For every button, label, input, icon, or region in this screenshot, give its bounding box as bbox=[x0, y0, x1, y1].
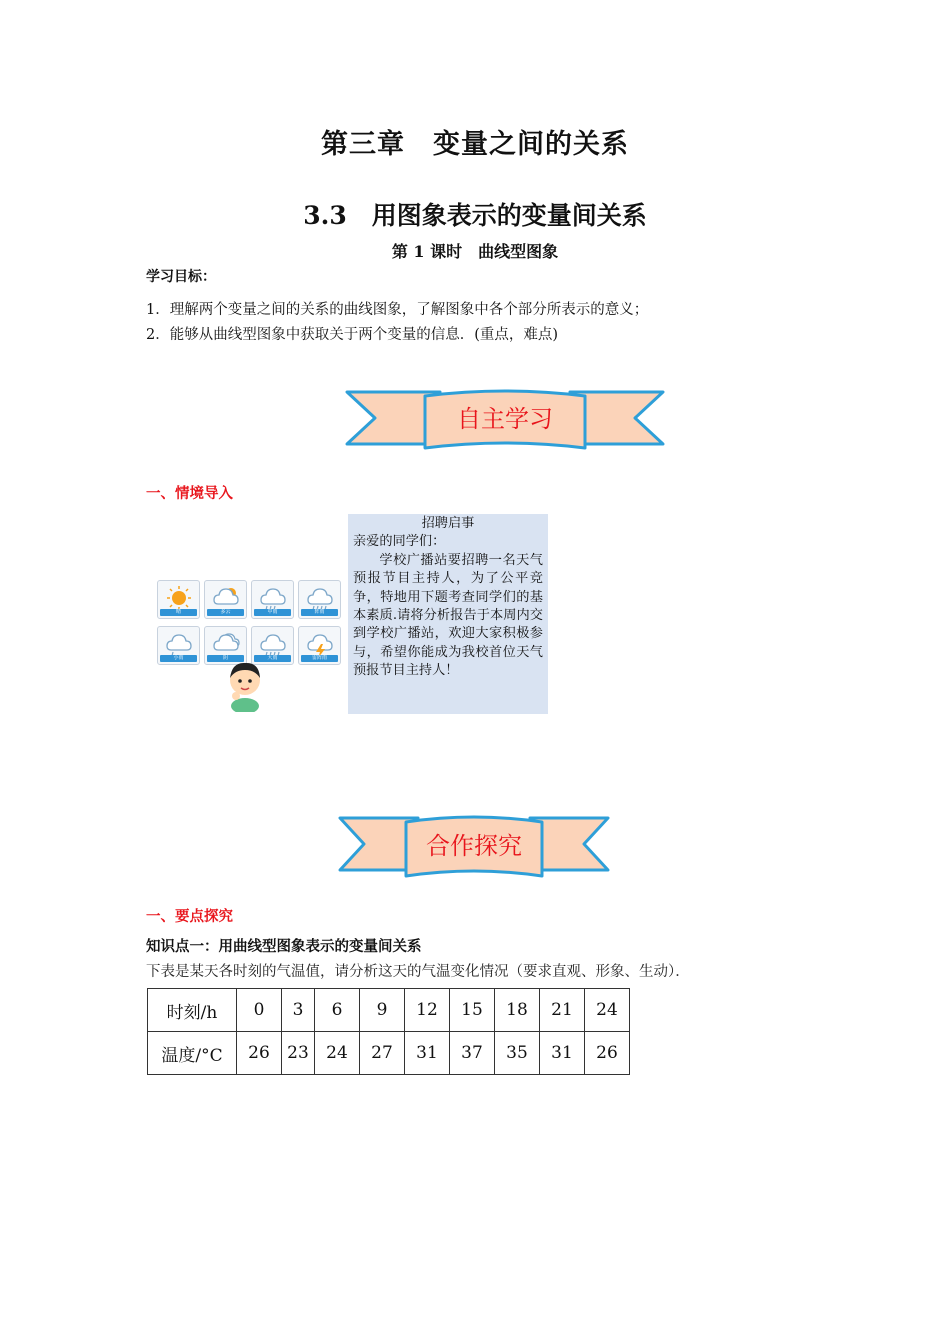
table-row-temp bbox=[148, 1032, 630, 1075]
cooperative-label: 合作探究 bbox=[426, 832, 522, 860]
rain-icon bbox=[251, 580, 294, 619]
time-cell: 6 bbox=[315, 989, 360, 1032]
goal-item-1: 1．理解两个变量之间的关系的曲线图象，了解图象中各个部分所表示的意义； bbox=[146, 302, 649, 318]
weather-icon-label: 雷阵雨 bbox=[301, 655, 338, 662]
temp-cell: 37 bbox=[450, 1032, 495, 1075]
table-row-time bbox=[148, 989, 630, 1032]
boy-cartoon-icon bbox=[224, 658, 266, 712]
partly-cloudy-icon bbox=[204, 580, 247, 619]
time-cell: 21 bbox=[540, 989, 585, 1032]
lesson-title: 第 1 课时 曲线型图象 bbox=[391, 242, 559, 261]
temp-cell: 26 bbox=[585, 1032, 630, 1075]
temp-cell: 27 bbox=[360, 1032, 405, 1075]
temp-cell: 35 bbox=[495, 1032, 540, 1075]
weather-icon-label: 小雨 bbox=[160, 655, 197, 662]
weather-icon-label: 多云 bbox=[207, 609, 244, 616]
sun-icon bbox=[157, 580, 200, 619]
time-cell: 9 bbox=[360, 989, 405, 1032]
self-study-banner bbox=[345, 386, 665, 454]
intro-heading: 一、情境导入 bbox=[146, 485, 233, 502]
self-study-label: 自主学习 bbox=[457, 405, 553, 433]
shower-icon bbox=[298, 580, 341, 619]
goal-item-2: 2．能够从曲线型图象中获取关于两个变量的信息．(重点，难点) bbox=[146, 327, 559, 343]
knowledge-point-description: 下表是某天各时刻的气温值，请分析这天的气温变化情况（要求直观、形象、生动）． bbox=[146, 964, 690, 980]
chapter-title: 第三章 变量之间的关系 bbox=[321, 129, 629, 160]
weather-icon-label: 大雨 bbox=[254, 655, 291, 662]
weather-icon-label: 晴 bbox=[160, 609, 197, 616]
weather-icon-label: 阵雨 bbox=[301, 609, 338, 616]
section-title: 3.3 用图象表示的变量间关系 bbox=[303, 201, 647, 230]
notice-greeting: 亲爱的同学们： bbox=[353, 534, 446, 550]
time-cell: 24 bbox=[585, 989, 630, 1032]
knowledge-point-heading: 知识点一：用曲线型图象表示的变量间关系 bbox=[146, 938, 422, 955]
time-cell: 18 bbox=[495, 989, 540, 1032]
temp-cell: 23 bbox=[282, 1032, 315, 1075]
row-label-temp: 温度/°C bbox=[148, 1032, 237, 1075]
time-cell: 12 bbox=[405, 989, 450, 1032]
row-label-time: 时刻/h bbox=[148, 989, 237, 1032]
temp-cell: 24 bbox=[315, 1032, 360, 1075]
time-cell: 15 bbox=[450, 989, 495, 1032]
time-cell: 3 bbox=[282, 989, 315, 1032]
notice-body: 学校广播站要招聘一名天气预报节目主持人，为了公平竞争，特地用下题考查同学们的基本素质.请将分析报告于本周内交到学校广播站，欢迎大家积极参与，希望你能成为我校首位天气预报节目主持人！ bbox=[353, 552, 543, 679]
notice-title: 招聘启事 bbox=[421, 516, 475, 531]
temperature-table bbox=[147, 988, 630, 1075]
explore-heading: 一、要点探究 bbox=[146, 908, 233, 925]
goals-label: 学习目标： bbox=[146, 269, 216, 285]
weather-icon-label: 阴 bbox=[207, 655, 244, 662]
time-cell: 0 bbox=[237, 989, 282, 1032]
cooperative-banner bbox=[338, 812, 610, 882]
recruitment-notice bbox=[348, 514, 548, 714]
thunderstorm-icon bbox=[298, 626, 341, 665]
temp-cell: 31 bbox=[405, 1032, 450, 1075]
light-rain-icon bbox=[157, 626, 200, 665]
weather-icon-label: 中雨 bbox=[254, 609, 291, 616]
temp-cell: 26 bbox=[237, 1032, 282, 1075]
temp-cell: 31 bbox=[540, 1032, 585, 1075]
